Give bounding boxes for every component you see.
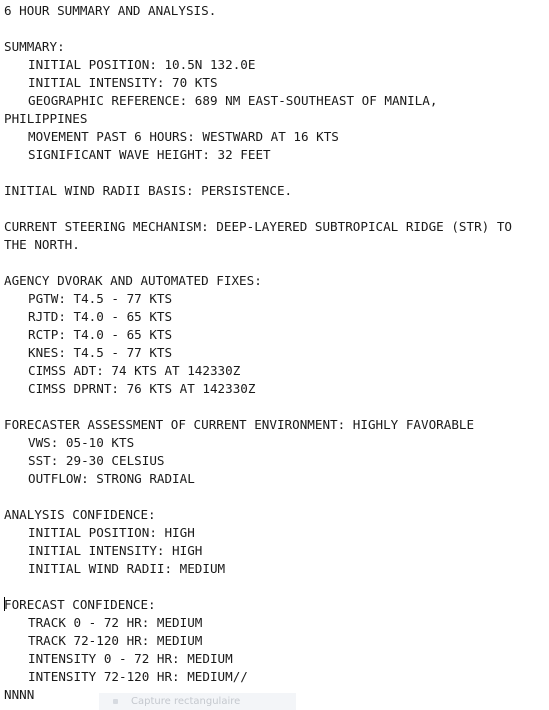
forecast-confidence-item: INTENSITY 0 - 72 HR: MEDIUM — [28, 651, 233, 666]
environment-heading: FORECASTER ASSESSMENT OF CURRENT ENVIRONMENT: HIGHLY FAVORABLE — [4, 417, 475, 432]
geographic-reference: GEOGRAPHIC REFERENCE: 689 NM EAST-SOUTHEAST OF MANILA, — [28, 93, 438, 108]
fix-item: RJTD: T4.0 - 65 KTS — [28, 309, 173, 324]
forecast-confidence-item: TRACK 72-120 HR: MEDIUM — [28, 633, 203, 648]
analysis-confidence-heading: ANALYSIS CONFIDENCE: — [4, 507, 156, 522]
forecast-confidence-heading: FORECAST CONFIDENCE: — [4, 597, 156, 612]
forecast-confidence-line — [4, 596, 549, 614]
analysis-confidence-item: INITIAL WIND RADII: MEDIUM — [28, 561, 226, 576]
geographic-reference-cont: PHILIPPINES — [4, 111, 88, 126]
fix-item: PGTW: T4.5 - 77 KTS — [28, 291, 173, 306]
blank-line — [4, 254, 549, 272]
blank-line — [4, 578, 549, 596]
capture-tooltip — [99, 693, 296, 710]
initial-intensity: INITIAL INTENSITY: 70 KTS — [28, 75, 218, 90]
summary-heading: SUMMARY: — [4, 39, 65, 54]
blank-line — [4, 164, 549, 182]
fix-item: RCTP: T4.0 - 65 KTS — [28, 327, 173, 342]
blank-line — [4, 20, 549, 38]
forecast-confidence-item: TRACK 0 - 72 HR: MEDIUM — [28, 615, 203, 630]
bulletin-text[interactable] — [4, 2, 549, 704]
movement: MOVEMENT PAST 6 HOURS: WESTWARD AT 16 KTS — [28, 129, 339, 144]
wind-radii-basis: INITIAL WIND RADII BASIS: PERSISTENCE. — [4, 183, 293, 198]
analysis-confidence-item: INITIAL INTENSITY: HIGH — [28, 543, 203, 558]
environment-item: OUTFLOW: STRONG RADIAL — [28, 471, 195, 486]
environment-item: SST: 29-30 CELSIUS — [28, 453, 165, 468]
bulletin-header: 6 HOUR SUMMARY AND ANALYSIS. — [4, 3, 217, 18]
bulletin-footer: NNNN — [4, 687, 35, 702]
steering-mechanism: CURRENT STEERING MECHANISM: DEEP-LAYERED SUBTROPICAL RIDGE (STR) TO — [4, 219, 512, 234]
wave-height: SIGNIFICANT WAVE HEIGHT: 32 FEET — [28, 147, 271, 162]
fix-item: CIMSS DPRNT: 76 KTS AT 142330Z — [28, 381, 256, 396]
capture-tooltip-label: Capture rectangulaire — [131, 696, 241, 707]
blank-line — [4, 488, 549, 506]
fix-item: CIMSS ADT: 74 KTS AT 142330Z — [28, 363, 241, 378]
blank-line — [4, 200, 549, 218]
blank-line — [4, 398, 549, 416]
steering-mechanism-cont: THE NORTH. — [4, 237, 80, 252]
capture-icon — [113, 699, 118, 704]
initial-position: INITIAL POSITION: 10.5N 132.0E — [28, 57, 256, 72]
fixes-heading: AGENCY DVORAK AND AUTOMATED FIXES: — [4, 273, 262, 288]
analysis-confidence-item: INITIAL POSITION: HIGH — [28, 525, 195, 540]
forecast-confidence-item: INTENSITY 72-120 HR: MEDIUM// — [28, 669, 248, 684]
environment-item: VWS: 05-10 KTS — [28, 435, 135, 450]
fix-item: KNES: T4.5 - 77 KTS — [28, 345, 173, 360]
